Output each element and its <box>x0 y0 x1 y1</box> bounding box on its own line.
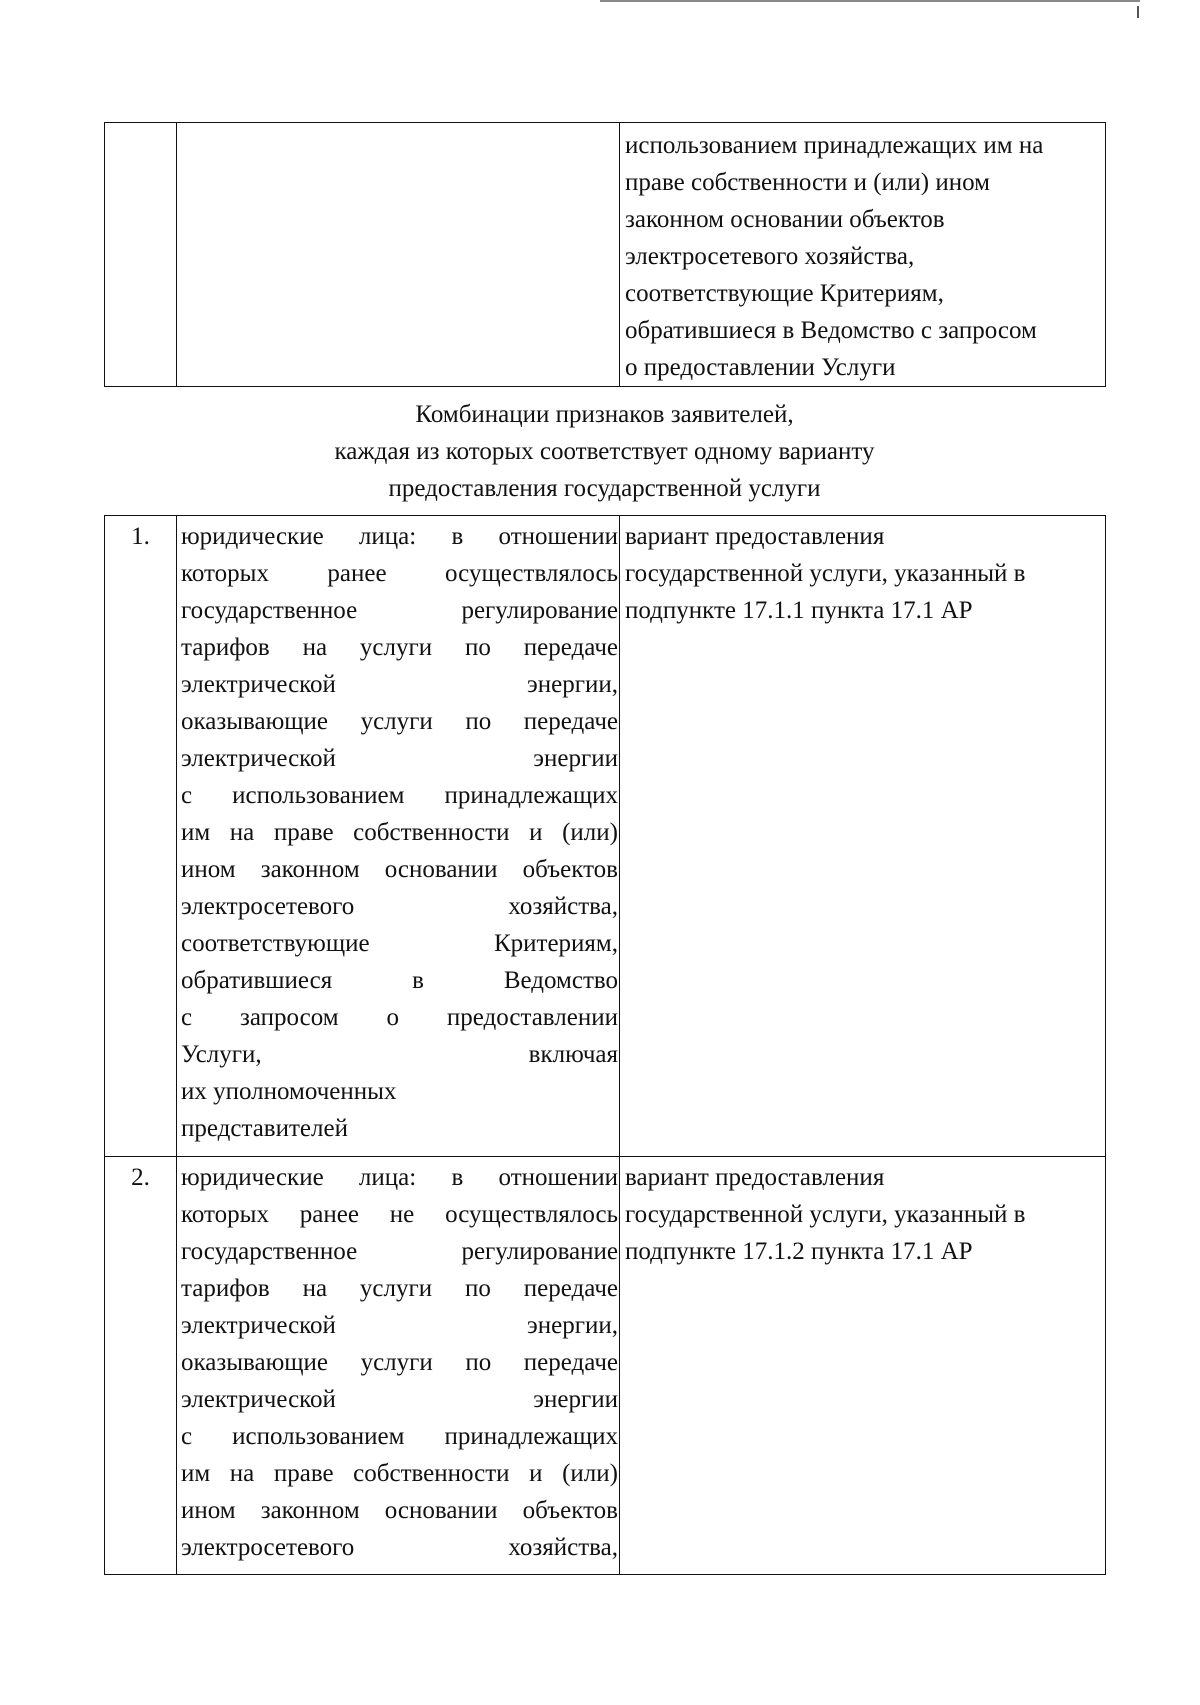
text-line: подпункте 17.1.2 пункта 17.1 АР <box>625 1238 973 1265</box>
text-line: представителей <box>181 1115 348 1142</box>
text-line: с использованием принадлежащих <box>181 1423 618 1450</box>
table-cell-number <box>105 123 177 387</box>
text-line: обратившиеся в Ведомство <box>181 967 618 994</box>
text-line: с использованием принадлежащих <box>181 782 618 809</box>
text-line: которых ранее не осуществлялось <box>181 1201 618 1228</box>
text-line: обратившиеся в Ведомство с запросом <box>625 317 1037 344</box>
variant-reference <box>620 516 1106 1157</box>
text-line: оказывающие услуги по передаче <box>181 708 618 735</box>
variants-table <box>104 515 1106 1575</box>
text-line: государственное регулирование <box>181 597 618 624</box>
text-line: законном основании объектов <box>625 206 945 233</box>
text-line: электросетевого хозяйства, <box>625 243 915 270</box>
table-cell-description <box>177 123 620 387</box>
text-line: с запросом о предоставлении <box>181 1004 618 1031</box>
section-heading-line-2: каждая из которых соответствует одному варианту <box>334 438 875 465</box>
text-line: вариант предоставления <box>625 1164 885 1191</box>
text-line: электрической энергии <box>181 745 618 772</box>
text-line: ином законном основании объектов <box>181 856 618 883</box>
table-row <box>105 1157 1106 1575</box>
scan-tick-mark <box>1137 6 1139 18</box>
text-line: тарифов на услуги по передаче <box>181 1275 618 1302</box>
text-line: государственной услуги, указанный в <box>625 560 1026 587</box>
text-line: электрической энергии <box>181 1386 618 1413</box>
section-heading-line-3: предоставления государственной услуги <box>388 475 821 502</box>
variant-reference <box>620 1157 1106 1575</box>
text-line: о предоставлении Услуги <box>625 354 896 381</box>
text-line: им на праве собственности и (или) <box>181 819 618 846</box>
text-line: Услуги, включая <box>181 1041 618 1068</box>
row-number: 1. <box>105 516 177 1157</box>
table-row <box>105 123 1106 387</box>
applicant-description <box>177 1157 620 1575</box>
text-line: соответствующие Критериям, <box>181 930 618 957</box>
text-line: оказывающие услуги по передаче <box>181 1349 618 1376</box>
text-line: их уполномоченных <box>181 1078 397 1105</box>
text-line: электросетевого хозяйства, <box>181 893 618 920</box>
applicant-description <box>177 516 620 1157</box>
text-line: вариант предоставления <box>625 523 885 550</box>
text-line: электрической энергии, <box>181 671 618 698</box>
text-line: подпункте 17.1.1 пункта 17.1 АР <box>625 597 973 624</box>
row-number: 2. <box>105 1157 177 1575</box>
text-line: ином законном основании объектов <box>181 1497 618 1524</box>
continued-table <box>104 122 1106 387</box>
scan-edge-mark <box>600 0 1140 2</box>
text-line: соответствующие Критериям, <box>625 280 944 307</box>
text-line: юридические лица: в отношении <box>181 1164 618 1191</box>
text-line: которых ранее осуществлялось <box>181 560 618 587</box>
text-line: им на праве собственности и (или) <box>181 1460 618 1487</box>
text-line: государственной услуги, указанный в <box>625 1201 1026 1228</box>
table-row <box>105 516 1106 1157</box>
text-line: электрической энергии, <box>181 1312 618 1339</box>
text-line: юридические лица: в отношении <box>181 523 618 550</box>
table-cell-applicant <box>620 123 1106 387</box>
text-line: электросетевого хозяйства, <box>181 1534 618 1561</box>
text-line: государственное регулирование <box>181 1238 618 1265</box>
text-line: тарифов на услуги по передаче <box>181 634 618 661</box>
text-line: использованием принадлежащих им на <box>625 132 1044 159</box>
section-heading-line-1: Комбинации признаков заявителей, <box>415 401 794 428</box>
text-line: праве собственности и (или) ином <box>625 169 990 196</box>
